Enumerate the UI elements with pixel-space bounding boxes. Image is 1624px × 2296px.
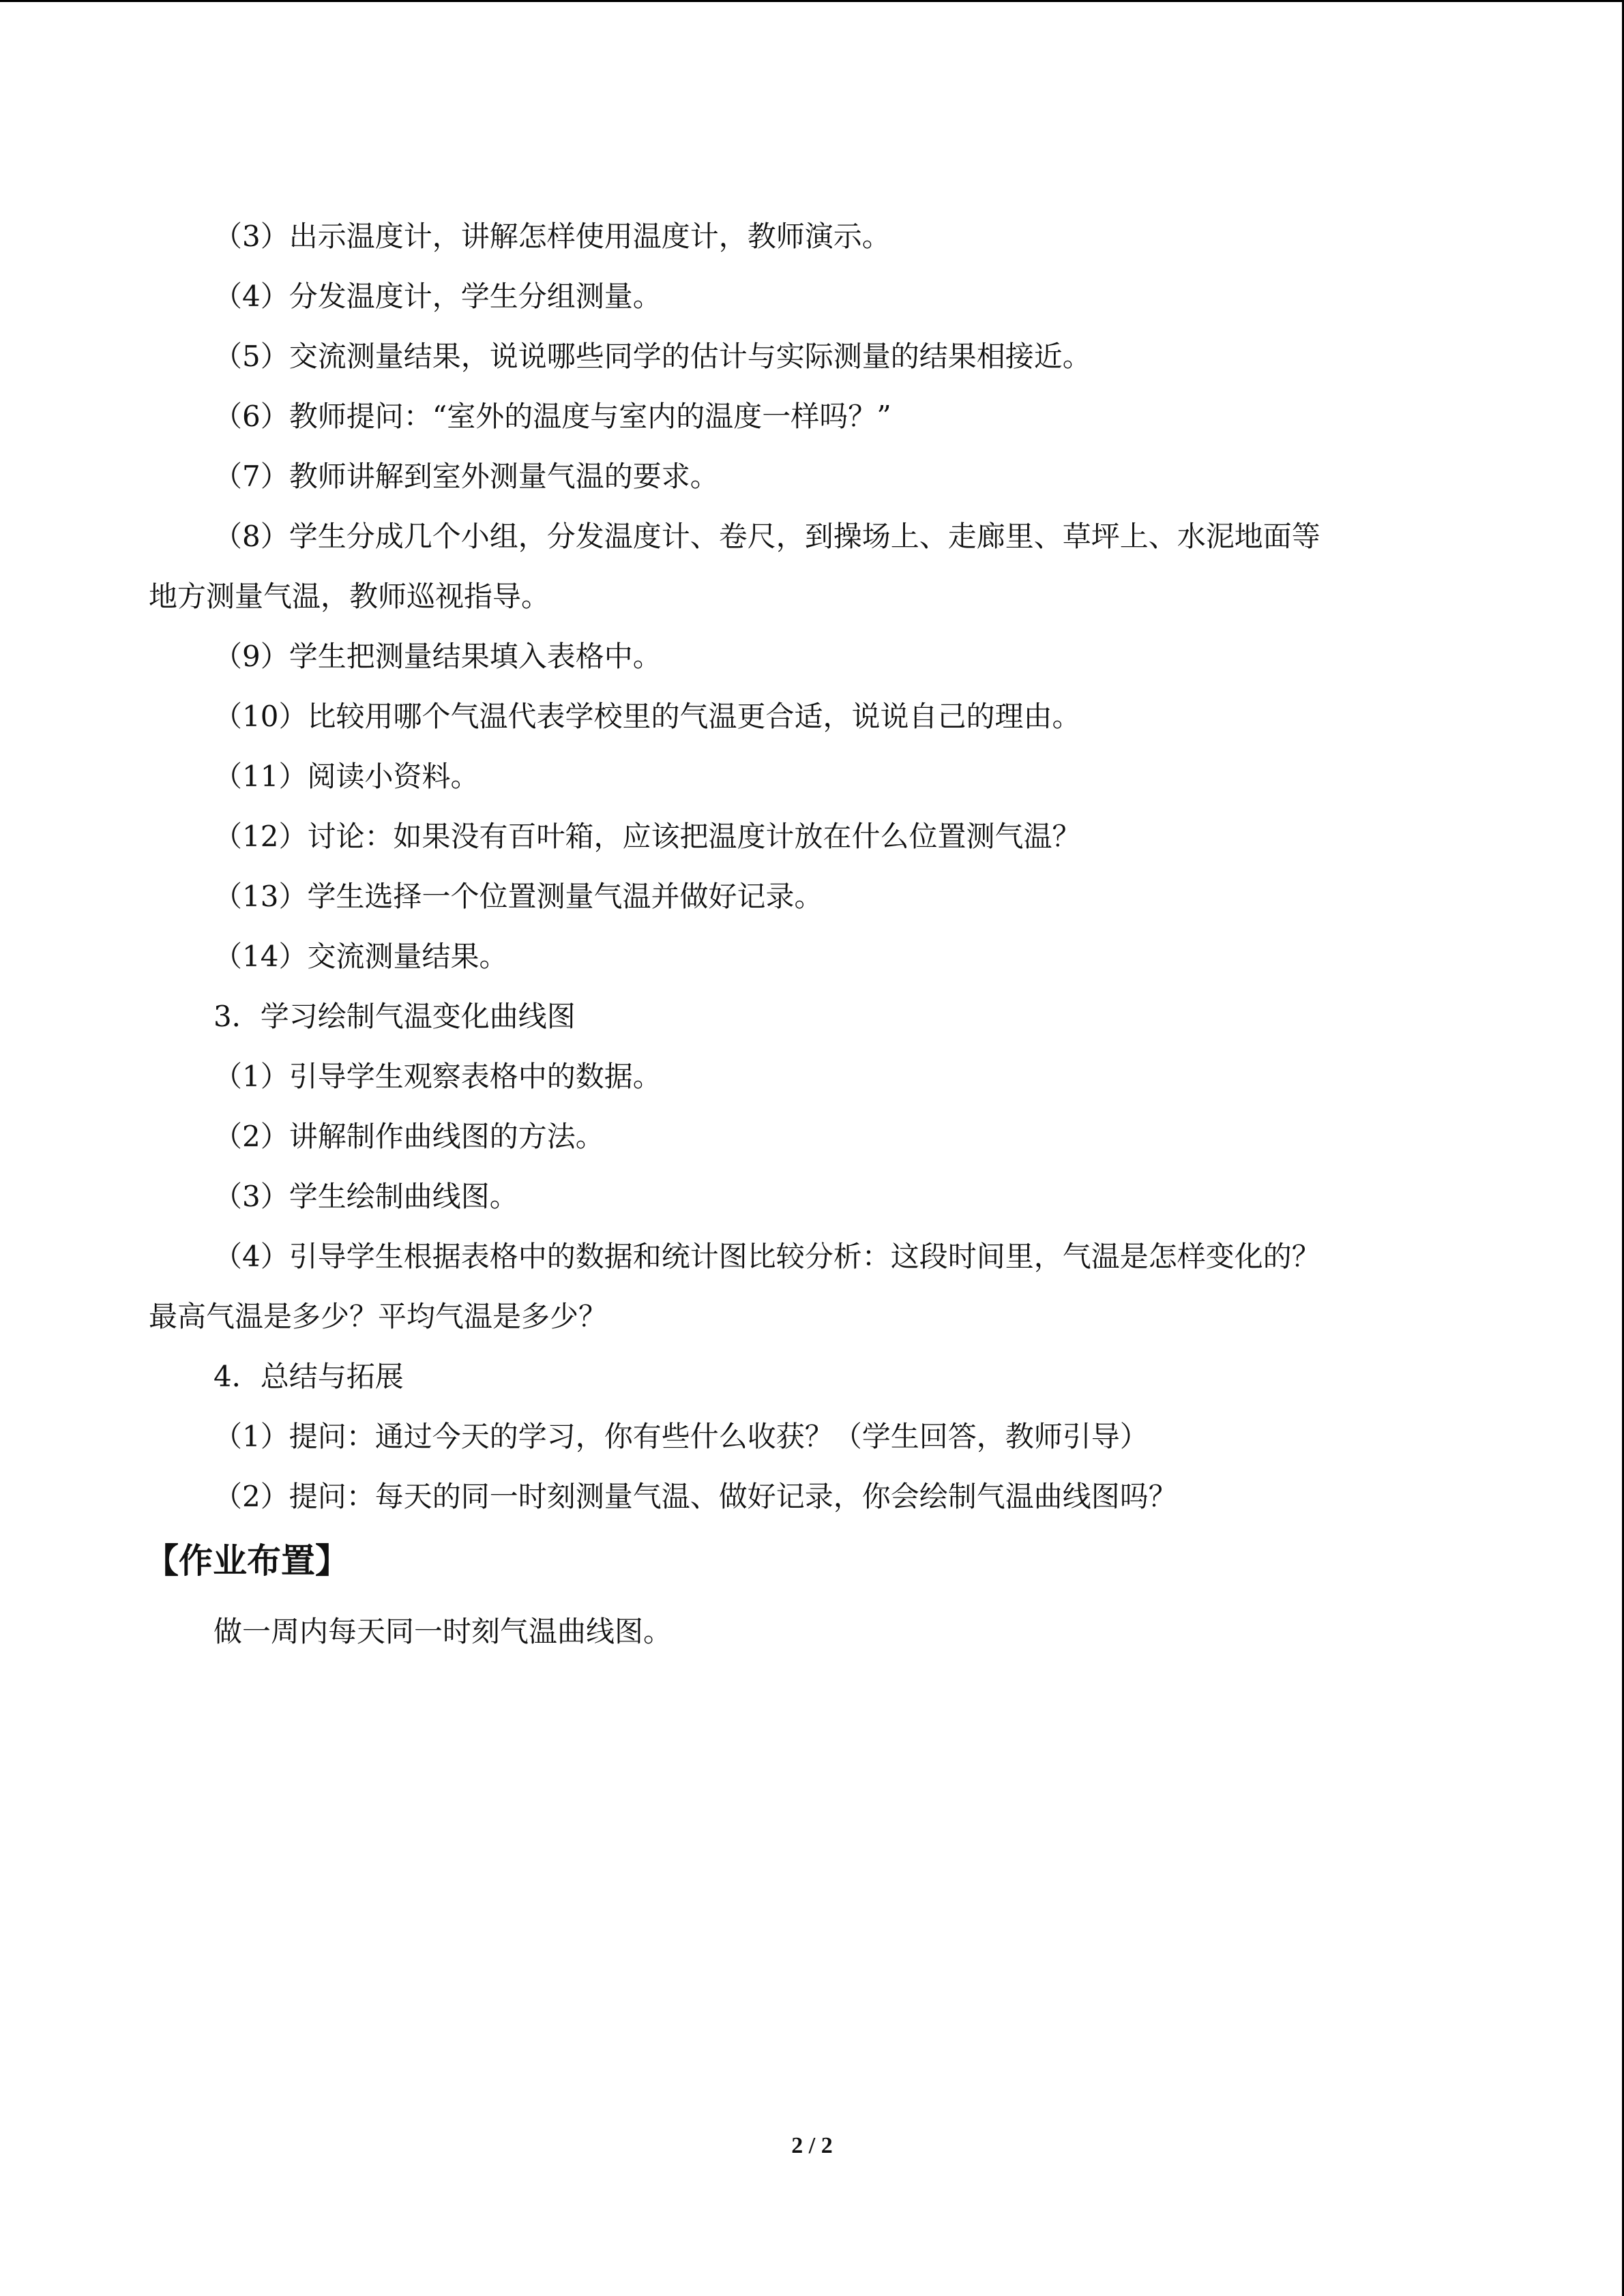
step-line: （3）出示温度计，讲解怎样使用温度计，教师演示。 — [213, 220, 891, 253]
step-line: （1）提问：通过今天的学习，你有些什么收获？（学生回答，教师引导） — [213, 1420, 1149, 1453]
homework-heading: 【作业布置】 — [145, 1541, 349, 1581]
step-line: （4）引导学生根据表格中的数据和统计图比较分析：这段时间里，气温是怎样变化的？ — [213, 1240, 1320, 1273]
step-line: （5）交流测量结果，说说哪些同学的估计与实际测量的结果相接近。 — [213, 340, 1091, 373]
section-title: 3．学习绘制气温变化曲线图 — [213, 1000, 576, 1033]
step-line: （9）学生把测量结果填入表格中。 — [213, 640, 662, 673]
section-title: 4．总结与拓展 — [213, 1360, 404, 1393]
step-line: （2）讲解制作曲线图的方法。 — [213, 1120, 604, 1153]
step-line-continuation: 最高气温是多少？平均气温是多少？ — [149, 1300, 608, 1333]
step-line: （7）教师讲解到室外测量气温的要求。 — [213, 460, 719, 493]
step-line: （4）分发温度计，学生分组测量。 — [213, 280, 662, 313]
step-line: （2）提问：每天的同一时刻测量气温、做好记录，你会绘制气温曲线图吗？ — [213, 1480, 1177, 1513]
step-line: （3）学生绘制曲线图。 — [213, 1180, 518, 1213]
document-body — [145, 207, 1482, 1662]
step-line: （12）讨论：如果没有百叶箱，应该把温度计放在什么位置测气温？ — [213, 820, 1081, 853]
step-line: （11）阅读小资料。 — [213, 760, 479, 793]
step-line: （14）交流测量结果。 — [213, 940, 508, 973]
step-line: （6）教师提问：“室外的温度与室内的温度一样吗？” — [213, 400, 891, 433]
step-line: （13）学生选择一个位置测量气温并做好记录。 — [213, 880, 823, 913]
step-line: （8）学生分成几个小组，分发温度计、卷尺，到操场上、走廊里、草坪上、水泥地面等 — [213, 520, 1320, 553]
page-number: 2 / 2 — [791, 2133, 833, 2158]
step-line: （10）比较用哪个气温代表学校里的气温更合适，说说自己的理由。 — [213, 700, 1081, 733]
homework-text: 做一周内每天同一时刻气温曲线图。 — [213, 1615, 673, 1648]
step-line-continuation: 地方测量气温，教师巡视指导。 — [149, 580, 550, 613]
step-line: （1）引导学生观察表格中的数据。 — [213, 1060, 662, 1093]
